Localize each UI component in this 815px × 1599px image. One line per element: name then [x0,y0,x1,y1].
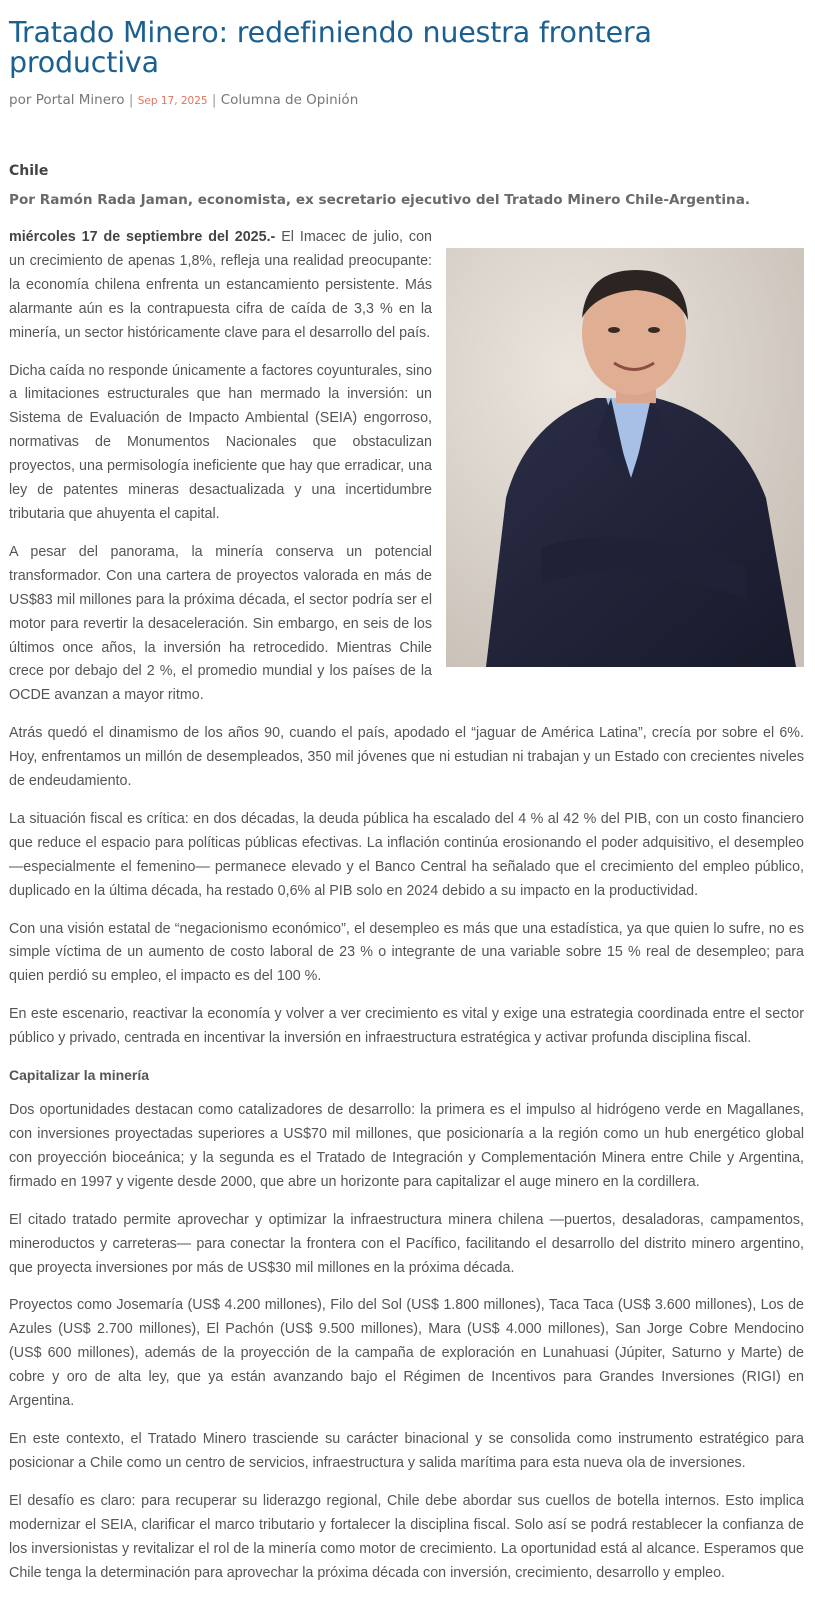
article-byline: Por Ramón Rada Jaman, economista, ex secretario ejecutivo del Tratado Minero Chile-Argentina. [9,192,751,208]
paragraph-9: El citado tratado permite aprovechar y optimizar la infraestructura minera chilena —puertos, desaladoras, campamentos, mineroductos y carreteras— para conectar la frontera con el Pacífico, facilitando el desarrollo del distrito minero argentino, que proyecta inversiones por más de US$30 mil millones en la próxima década. [9,1211,804,1276]
meta-separator: | [128,92,134,108]
article-meta [9,92,358,108]
paragraph-2: Dicha caída no responde únicamente a factores coyunturales, sino a limitaciones estructurales que han mermado la inversión: un Sistema de Evaluación de Impacto Ambiental (SEIA) engorroso, normativas de Monumentos Nacionales que obstaculizan proyectos, una permisología ineficiente que hay que erradicar, una ley de patentes mineras desactualizada y una incertidumbre tributaria que ahuyenta el capital. [9,362,432,522]
paragraph-12: El desafío es claro: para recuperar su liderazgo regional, Chile debe abordar sus cuellos de botella internos. Esto implica modernizar el SEIA, clarificar el marco tributario y fortalecer la disciplina fiscal. Solo así se podrá restablecer la confianza de los inversionistas y revitalizar el rol de la minería como motor de crecimiento. La oportunidad está al alcance. Esperamos que Chile tenga la determinación para aprovechar la próxima década con inversión, crecimiento, desarrollo y empleo. [9,1492,804,1581]
author-portrait-image [446,248,804,667]
paragraph-5: La situación fiscal es crítica: en dos décadas, la deuda pública ha escalado del 4 % al 42 % del PIB, con un costo financiero que reduce el espacio para políticas públicas efectivas. La inflación continúa erosionando el poder adquisitivo, el desempleo —especialmente el femenino— permanece elevado y el Banco Central ha señalado que el crecimiento del empleo público, duplicado en la última década, ha restado 0,6% al PIB solo en 2024 debido a su impacto en la productividad. [9,810,804,899]
paragraph-4: Atrás quedó el dinamismo de los años 90, cuando el país, apodado el “jaguar de América Latina”, crecía por sobre el 6%. Hoy, enfrentamos un millón de desempleados, 350 mil jóvenes que ni estudian ni trabajan y un Estado con crecientes niveles de endeudamiento. [9,725,804,790]
author-photo [446,248,804,667]
paragraph-3: A pesar del panorama, la minería conserva un potencial transformador. Con una cartera de proyectos valorada en más de US$83 mil millones para la próxima década, el sector podría ser el motor para revertir la desaceleración. Sin embargo, en seis de los últimos once años, la inversión ha retrocedido. Mientras Chile crece por debajo del 2 %, el promedio mundial y los países de la OCDE avanzan a mayor ritmo. [9,543,432,704]
lead-date: miércoles 17 de septiembre del 2025.- [9,229,276,245]
paragraph-1-text: El Imacec de julio, con un crecimiento de apenas 1,8%, refleja una realidad preocupante: la economía chilena enfrenta un estancamiento persistente. Más alarmante aún es la contrapuesta cifra de caída de 3,3 % en la minería, un sector históricamente clave para el desarrollo del país. [9,229,432,341]
meta-date: Sep 17, 2025 [137,95,208,107]
article-country: Chile [9,163,49,179]
article-title: Tratado Minero: redefiniendo nuestra frontera productiva [9,16,652,79]
meta-category-link[interactable]: Columna de Opinión [220,92,359,108]
meta-author-link[interactable]: Portal Minero [35,92,125,108]
article-body [9,226,804,1599]
meta-separator-2: | [211,92,217,108]
paragraph-11: En este contexto, el Tratado Minero trasciende su carácter binacional y se consolida como instrumento estratégico para posicionar a Chile como un centro de servicios, infraestructura y salida marítima para esta nueva ola de inversiones. [9,1430,804,1471]
section-heading: Capitalizar la minería [9,1067,150,1084]
paragraph-6: Con una visión estatal de “negacionismo económico”, el desempleo es más que una estadística, ya que quien lo sufre, no es simple víctima de un aumento de costo laboral de 23 % o integrante de una variable sobre 15 % real de desempleo; para quien perdió su empleo, el impacto es del 100 %. [9,920,804,985]
paragraph-8: Dos oportunidades destacan como catalizadores de desarrollo: la primera es el impulso al hidrógeno verde en Magallanes, con inversiones proyectadas superiores a US$70 mil millones, que posicionaría a la región como un hub energético global con proyección bioceánica; y la segunda es el Tratado de Integración y Complementación Minera entre Chile y Argentina, firmado en 1997 y vigente desde 2000, que abre un horizonte para capitalizar el auge minero en la cordillera. [9,1102,804,1190]
paragraph-7: En este escenario, reactivar la economía y volver a ver crecimiento es vital y exige una estrategia coordinada entre el sector público y privado, centrada en incentivar la inversión en infraestructura estratégica y activar profunda disciplina fiscal. [9,1006,804,1047]
paragraph-10: Proyectos como Josemaría (US$ 4.200 millones), Filo del Sol (US$ 1.800 millones), Taca Taca (US$ 3.600 millones), Los de Azules (US$ 2.700 millones), El Pachón (US$ 9.500 millones), Mara (US$ 4.000 millones), San Jorge Cobre Mendocino (US$ 600 millones), además de la proyección de la campaña de exploración en Lunahuasi (Júpiter, Saturno y Marte) de cobre y oro de alta ley, que ya están avanzando bajo el Régimen de Incentivos para Grandes Inversiones (RIGI) en Argentina. [9,1297,804,1410]
meta-by-prefix: por [9,92,32,108]
